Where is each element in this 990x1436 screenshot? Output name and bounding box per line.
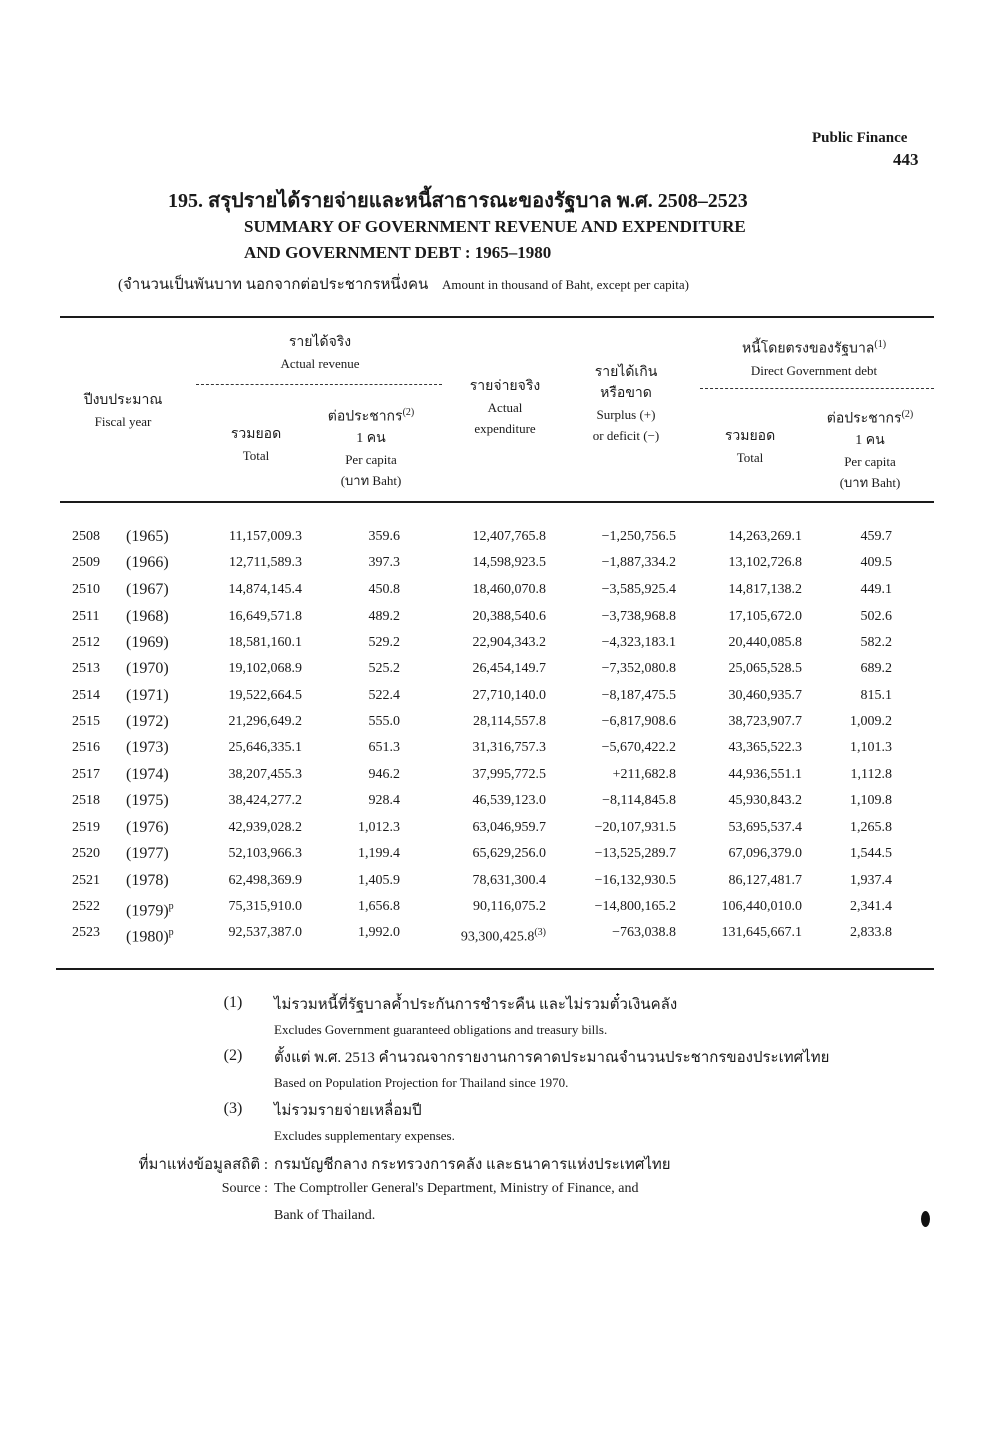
cell-expenditure: 22,904,343.2 <box>472 635 546 650</box>
cell-ad-year: (1973) <box>126 739 169 756</box>
footnote-thai: ตั้งแต่ พ.ศ. 2513 คำนวณจากรายงานการคาดประมาณจำนวนประชากรของประเทศไทย <box>274 1050 830 1066</box>
cell-be-year: 2508 <box>72 529 100 544</box>
col-header-fiscal-year <box>68 390 178 432</box>
cell-revenue-per-capita: 1,199.4 <box>358 846 400 861</box>
fiscal-year-english: Fiscal year <box>94 414 152 429</box>
table-bottom-rule <box>56 968 934 970</box>
surplus-deficit-english-1: Surplus (+) <box>596 407 656 422</box>
cell-debt-per-capita: 815.1 <box>860 688 892 703</box>
debt-total-english: Total <box>736 450 764 465</box>
cell-debt-per-capita: 1,265.8 <box>850 820 892 835</box>
cell-expenditure: 65,629,256.0 <box>472 846 546 861</box>
revenue-pc-thai: ต่อประชากร$^{(2)}$ <box>327 407 415 425</box>
cell-revenue-total: 62,498,369.9 <box>228 873 302 888</box>
cell-debt-total: 53,695,537.4 <box>728 820 802 835</box>
table-row <box>0 815 990 841</box>
preliminary-marker: p <box>168 927 174 938</box>
cell-debt-total: 131,645,667.1 <box>721 925 802 940</box>
footnote-number: (3) <box>223 1100 243 1117</box>
cell-expenditure: 26,454,149.7 <box>472 661 546 676</box>
revenue-pc-unit: (บาท Baht) <box>340 472 402 488</box>
cell-surplus-deficit: −3,738,968.8 <box>601 609 676 624</box>
revenue-pc-english: Per capita <box>345 451 397 467</box>
cell-revenue-total: 38,424,277.2 <box>228 793 302 808</box>
table-number: 195. <box>168 190 203 212</box>
table-row <box>0 788 990 814</box>
cell-revenue-per-capita: 1,405.9 <box>358 873 400 888</box>
cell-expenditure: 28,114,557.8 <box>473 714 546 729</box>
revenue-total-english: Total <box>242 448 270 463</box>
cell-debt-per-capita: 1,937.4 <box>850 873 892 888</box>
cell-revenue-total: 19,522,664.5 <box>228 688 302 703</box>
cell-surplus-deficit: −4,323,183.1 <box>601 635 676 650</box>
source-text-english-2: Bank of Thailand. <box>274 1208 376 1223</box>
cell-debt-total: 13,102,726.8 <box>728 555 802 570</box>
cell-expenditure: 12,407,765.8 <box>472 529 546 544</box>
cell-be-year: 2520 <box>72 846 100 861</box>
unit-note-thai: (จำนวนเป็นพันบาท นอกจากต่อประชากรหนึ่งคน <box>118 277 429 293</box>
cell-revenue-total: 21,296,649.2 <box>228 714 302 729</box>
cell-expenditure: 20,388,540.6 <box>472 609 546 624</box>
cell-revenue-per-capita: 450.8 <box>368 582 400 597</box>
cell-debt-per-capita: 1,101.3 <box>850 740 892 755</box>
cell-expenditure: 18,460,070.8 <box>472 582 546 597</box>
cell-surplus-deficit: −13,525,289.7 <box>594 846 676 861</box>
cell-be-year: 2523 <box>72 925 100 940</box>
debt-group-thai: หนี้โดยตรงของรัฐบาล$^{(1)}$ <box>741 339 887 357</box>
table-row <box>0 735 990 761</box>
cell-debt-total: 38,723,907.7 <box>728 714 802 729</box>
cell-revenue-total: 38,207,455.3 <box>228 767 302 782</box>
cell-ad-year: (1967) <box>126 581 169 598</box>
cell-revenue-per-capita: 1,012.3 <box>358 820 400 835</box>
source-label-english: Source : <box>221 1181 268 1196</box>
cell-debt-total: 67,096,379.0 <box>728 846 802 861</box>
table-header-bottom-rule <box>60 501 934 503</box>
cell-be-year: 2519 <box>72 820 100 835</box>
cell-revenue-total: 11,157,009.3 <box>229 529 302 544</box>
cell-revenue-per-capita: 928.4 <box>368 793 400 808</box>
debt-pc-english: Per capita <box>844 453 896 469</box>
cell-expenditure: 37,995,772.5 <box>472 767 546 782</box>
cell-revenue-total: 75,315,910.0 <box>228 899 302 914</box>
cell-revenue-per-capita: 555.0 <box>368 714 400 729</box>
cell-ad-year: $(1980)^p$ <box>126 927 174 946</box>
cell-ad-year: (1968) <box>126 608 169 625</box>
cell-surplus-deficit: −7,352,080.8 <box>601 661 676 676</box>
cell-expenditure: 27,710,140.0 <box>472 688 546 703</box>
table-row <box>0 709 990 735</box>
title-thai-text: สรุปรายได้รายจ่ายและหนี้สาธารณะของรัฐบาล พ.ศ. 2508–2523 <box>208 190 748 212</box>
footnote-number: (2) <box>223 1047 243 1064</box>
col-header-debt-total <box>700 426 800 468</box>
cell-debt-per-capita: 2,833.8 <box>850 925 892 940</box>
surplus-deficit-english-2: or deficit (−) <box>592 428 660 443</box>
cell-ad-year: (1976) <box>126 819 169 836</box>
expenditure-english-2: expenditure <box>474 421 536 436</box>
cell-be-year: 2512 <box>72 635 100 650</box>
cell-revenue-per-capita: 525.2 <box>368 661 400 676</box>
cell-ad-year: (1977) <box>126 845 169 862</box>
cell-be-year: 2511 <box>72 609 100 624</box>
cell-revenue-total: 12,711,589.3 <box>229 555 302 570</box>
cell-be-year: 2516 <box>72 740 100 755</box>
cell-be-year: 2514 <box>72 688 100 703</box>
cell-debt-per-capita: 459.7 <box>860 529 892 544</box>
cell-surplus-deficit: −8,114,845.8 <box>602 793 676 808</box>
debt-group-english: Direct Government debt <box>750 362 878 378</box>
source-label-thai: ที่มาแห่งข้อมูลสถิติ : <box>138 1157 268 1173</box>
table-title-english-line2: AND GOVERNMENT DEBT : 1965–1980 <box>244 243 552 262</box>
cell-debt-per-capita: 1,544.5 <box>850 846 892 861</box>
col-header-actual-expenditure <box>448 376 562 439</box>
cell-ad-year: (1966) <box>126 554 169 571</box>
cell-debt-total: 44,936,551.1 <box>728 767 802 782</box>
cell-revenue-total: 16,649,571.8 <box>228 609 302 624</box>
cell-ad-year: (1970) <box>126 660 169 677</box>
unit-note <box>118 272 689 296</box>
col-group-direct-debt <box>702 334 926 381</box>
fiscal-year-thai: ปีงบประมาณ <box>83 393 163 408</box>
cell-revenue-total: 42,939,028.2 <box>228 820 302 835</box>
table-row <box>0 524 990 550</box>
debt-total-thai: รวมยอด <box>724 429 776 444</box>
cell-revenue-total: 19,102,068.9 <box>228 661 302 676</box>
expenditure-english-1: Actual <box>487 400 523 415</box>
cell-debt-total: 14,263,269.1 <box>728 529 802 544</box>
cell-surplus-deficit: −5,670,422.2 <box>601 740 676 755</box>
running-header-section: Public Finance <box>812 130 908 146</box>
cell-ad-year: (1971) <box>126 687 169 704</box>
cell-debt-per-capita: 449.1 <box>860 582 892 597</box>
cell-debt-per-capita: 2,341.4 <box>850 899 892 914</box>
cell-surplus-deficit: −16,132,930.5 <box>594 873 676 888</box>
cell-revenue-per-capita: 489.2 <box>368 609 400 624</box>
col-header-debt-per-capita <box>816 404 924 493</box>
table-row <box>0 683 990 709</box>
cell-surplus-deficit: −3,585,925.4 <box>601 582 676 597</box>
cell-ad-year: (1978) <box>126 872 169 889</box>
cell-ad-year: (1969) <box>126 634 169 651</box>
col-header-surplus-deficit <box>566 362 686 446</box>
cell-ad-year: $(1979)^p$ <box>126 901 174 920</box>
table-row <box>0 604 990 630</box>
table-row <box>0 656 990 682</box>
cell-revenue-total: 14,874,145.4 <box>228 582 302 597</box>
footnote-number: (1) <box>223 994 243 1011</box>
cell-ad-year: (1975) <box>126 792 169 809</box>
table-row <box>0 630 990 656</box>
cell-revenue-per-capita: 1,992.0 <box>358 925 400 940</box>
cell-be-year: 2513 <box>72 661 100 676</box>
col-header-revenue-per-capita <box>318 402 424 491</box>
table-title-thai <box>168 184 748 216</box>
cell-surplus-deficit: −14,800,165.2 <box>594 899 676 914</box>
footnote-english: Excludes Government guaranteed obligations and treasury bills. <box>274 1022 608 1037</box>
cell-debt-total: 14,817,138.2 <box>728 582 802 597</box>
cell-surplus-deficit: −20,107,931.5 <box>594 820 676 835</box>
cell-revenue-total: 18,581,160.1 <box>228 635 302 650</box>
debt-pc-unit: (บาท Baht) <box>839 474 901 490</box>
table-row <box>0 762 990 788</box>
cell-expenditure: 46,539,123.0 <box>472 793 546 808</box>
table-top-rule <box>60 316 934 318</box>
revenue-total-thai: รวมยอด <box>230 427 282 442</box>
expenditure-thai: รายจ่ายจริง <box>469 379 541 394</box>
surplus-deficit-thai-1: รายได้เกิน <box>594 365 658 380</box>
cell-expenditure: 93,300,425.8$^{(3)}$ <box>460 927 546 945</box>
cell-expenditure: 78,631,300.4 <box>472 873 546 888</box>
cell-debt-per-capita: 1,009.2 <box>850 714 892 729</box>
cell-be-year: 2517 <box>72 767 100 782</box>
cell-be-year: 2521 <box>72 873 100 888</box>
cell-revenue-per-capita: 359.6 <box>368 529 400 544</box>
cell-surplus-deficit: −6,817,908.6 <box>601 714 676 729</box>
cell-surplus-deficit: +211,682.8 <box>612 767 676 782</box>
cell-debt-total: 45,930,843.2 <box>728 793 802 808</box>
cell-surplus-deficit: −8,187,475.5 <box>601 688 676 703</box>
table-row <box>0 841 990 867</box>
cell-debt-total: 17,105,672.0 <box>728 609 802 624</box>
cell-debt-per-capita: 689.2 <box>860 661 892 676</box>
surplus-deficit-thai-2: หรือขาด <box>600 386 652 401</box>
cell-revenue-per-capita: 946.2 <box>368 767 400 782</box>
footnote-english: Based on Population Projection for Thailand since 1970. <box>274 1075 569 1090</box>
ink-blot <box>921 1211 930 1227</box>
cell-ad-year: (1965) <box>126 528 169 545</box>
cell-expenditure: 14,598,923.5 <box>472 555 546 570</box>
cell-debt-per-capita: 1,112.8 <box>850 767 892 782</box>
table-row <box>0 920 990 946</box>
table-row <box>0 868 990 894</box>
cell-ad-year: (1972) <box>126 713 169 730</box>
footnote-marker: (3) <box>534 927 546 938</box>
cell-debt-total: 20,440,085.8 <box>728 635 802 650</box>
cell-debt-total: 30,460,935.7 <box>728 688 802 703</box>
cell-surplus-deficit: −763,038.8 <box>612 925 676 940</box>
footnote-thai: ไม่รวมหนี้ที่รัฐบาลค้ำประกันการชำระคืน และไม่รวมตั๋วเงินคลัง <box>274 997 678 1013</box>
table-row <box>0 894 990 920</box>
cell-expenditure: 90,116,075.2 <box>473 899 546 914</box>
table-row <box>0 550 990 576</box>
cell-be-year: 2510 <box>72 582 100 597</box>
cell-revenue-total: 52,103,966.3 <box>228 846 302 861</box>
debt-group-divider <box>700 388 934 389</box>
revenue-group-english: Actual revenue <box>280 356 360 371</box>
table-title-english-line1: SUMMARY OF GOVERNMENT REVENUE AND EXPENDITURE <box>244 217 746 236</box>
cell-debt-per-capita: 1,109.8 <box>850 793 892 808</box>
revenue-group-thai: รายได้จริง <box>288 335 352 350</box>
cell-debt-total: 43,365,522.3 <box>728 740 802 755</box>
cell-debt-total: 86,127,481.7 <box>728 873 802 888</box>
cell-expenditure: 31,316,757.3 <box>472 740 546 755</box>
cell-revenue-per-capita: 1,656.8 <box>358 899 400 914</box>
cell-debt-per-capita: 502.6 <box>860 609 892 624</box>
debt-pc-thai: ต่อประชากร$^{(2)}$ <box>826 409 914 427</box>
cell-surplus-deficit: −1,887,334.2 <box>601 555 676 570</box>
cell-debt-total: 106,440,010.0 <box>721 899 802 914</box>
cell-surplus-deficit: −1,250,756.5 <box>601 529 676 544</box>
footnote-thai: ไม่รวมรายจ่ายเหลื่อมปี <box>274 1103 422 1119</box>
cell-debt-per-capita: 409.5 <box>860 555 892 570</box>
preliminary-marker: p <box>168 901 174 912</box>
cell-revenue-total: 92,537,387.0 <box>228 925 302 940</box>
col-header-revenue-total <box>206 424 306 466</box>
cell-revenue-per-capita: 522.4 <box>368 688 400 703</box>
footnote-english: Excludes supplementary expenses. <box>274 1128 455 1143</box>
cell-revenue-per-capita: 651.3 <box>368 740 400 755</box>
cell-be-year: 2522 <box>72 899 100 914</box>
table-row <box>0 577 990 603</box>
cell-debt-per-capita: 582.2 <box>860 635 892 650</box>
col-group-actual-revenue <box>220 332 420 374</box>
cell-revenue-total: 25,646,335.1 <box>228 740 302 755</box>
cell-ad-year: (1974) <box>126 766 169 783</box>
page-number: 443 <box>893 150 919 169</box>
cell-revenue-per-capita: 529.2 <box>368 635 400 650</box>
debt-pc-thai-line2: 1 คน <box>855 432 885 448</box>
revenue-pc-thai-line2: 1 คน <box>356 430 386 446</box>
revenue-group-divider <box>196 384 442 385</box>
cell-expenditure: 63,046,959.7 <box>472 820 546 835</box>
source-text-english-1: The Comptroller General's Department, Ministry of Finance, and <box>274 1181 639 1196</box>
cell-revenue-per-capita: 397.3 <box>368 555 400 570</box>
unit-note-english: Amount in thousand of Baht, except per capita) <box>442 277 689 292</box>
source-text-thai: กรมบัญชีกลาง กระทรวงการคลัง และธนาคารแห่งประเทศไทย <box>274 1157 671 1173</box>
cell-be-year: 2509 <box>72 555 100 570</box>
cell-debt-total: 25,065,528.5 <box>728 661 802 676</box>
cell-be-year: 2518 <box>72 793 100 808</box>
cell-be-year: 2515 <box>72 714 100 729</box>
